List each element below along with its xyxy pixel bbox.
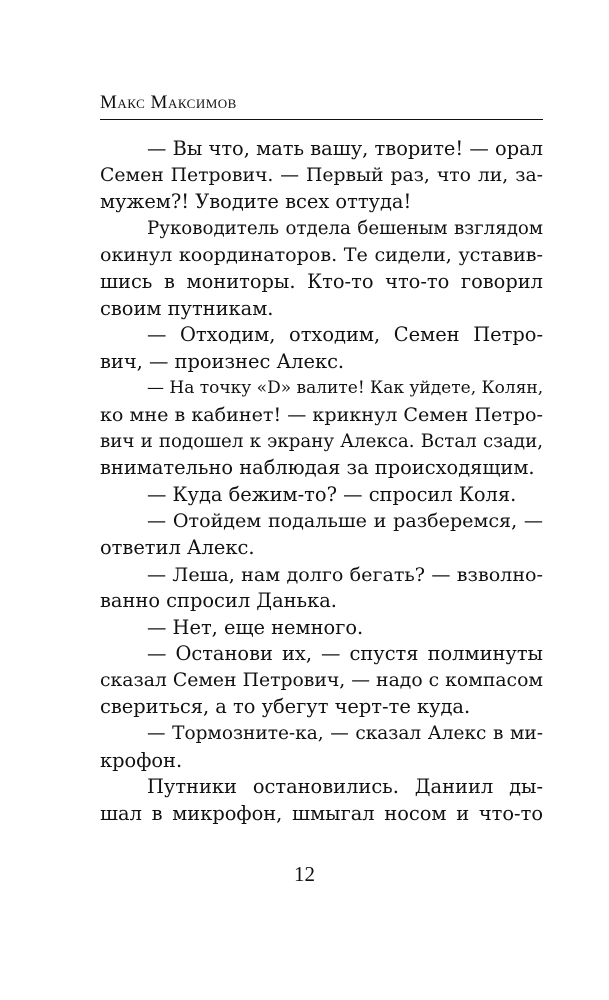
text-line: ко мне в кабинет! — крикнул Семен Петро- <box>100 402 543 426</box>
text-line: вич и подошел к экрану Алекса. Встал сзади, <box>100 430 543 452</box>
text-line: — Останови их, — спустя полминуты <box>147 642 543 666</box>
text-line: Семен Петрович. — Первый раз, что ли, за- <box>100 164 543 186</box>
page-number: 12 <box>294 862 315 886</box>
paragraph <box>100 216 543 322</box>
text-line: сказал Семен Петрович, — надо с компасом <box>100 669 543 691</box>
paragraph <box>100 562 543 615</box>
body-text <box>100 136 543 827</box>
paragraph <box>100 721 543 774</box>
running-head: Макс Максимов <box>100 92 237 113</box>
text-line: — Куда бежим-то? — спросил Коля. <box>147 482 517 506</box>
paragraph <box>100 641 543 721</box>
text-line: вич, — произнес Алекс. <box>100 349 345 373</box>
text-line: шись в мониторы. Кто-то что-то говорил <box>100 269 543 293</box>
text-line: окинул координаторов. Те сидели, уставив- <box>100 243 543 267</box>
text-line: ванно спросил Данька. <box>100 589 337 613</box>
text-line: ответил Алекс. <box>100 535 255 559</box>
paragraph <box>100 482 543 509</box>
text-line: шал в микрофон, шмыгал носом и что-то <box>100 801 543 825</box>
paragraph <box>100 375 543 481</box>
paragraph <box>100 774 543 827</box>
text-line: — Отойдем подальше и разберемся, — <box>147 509 543 533</box>
text-line: — Нет, еще немного. <box>147 615 364 639</box>
paragraph <box>100 615 543 642</box>
text-line: Руководитель отдела бешеным взглядом <box>147 217 543 239</box>
text-line: — Тормозните-ка, — сказал Алекс в ми- <box>147 723 543 745</box>
text-line: — Вы что, мать вашу, творите! — орал <box>147 137 543 160</box>
text-line: Путники остановились. Даниил ды- <box>147 775 543 799</box>
text-line: — На точку «D» валите! Как уйдете, Колян, <box>147 378 544 399</box>
paragraph <box>100 508 543 561</box>
paragraph <box>100 136 543 216</box>
text-line: свериться, а то убегут черт-те куда. <box>100 695 471 719</box>
paragraph <box>100 322 543 375</box>
text-line: внимательно наблюдая за происходящим. <box>100 456 535 480</box>
text-line: — Леша, нам долго бегать? — взволно- <box>147 562 543 586</box>
text-line: мужем?! Уводите всех оттуда! <box>100 190 412 214</box>
text-line: своим путникам. <box>100 296 274 320</box>
header-rule <box>100 119 543 120</box>
text-line: крофон. <box>100 748 183 772</box>
text-line: — Отходим, отходим, Семен Петро- <box>147 323 543 347</box>
